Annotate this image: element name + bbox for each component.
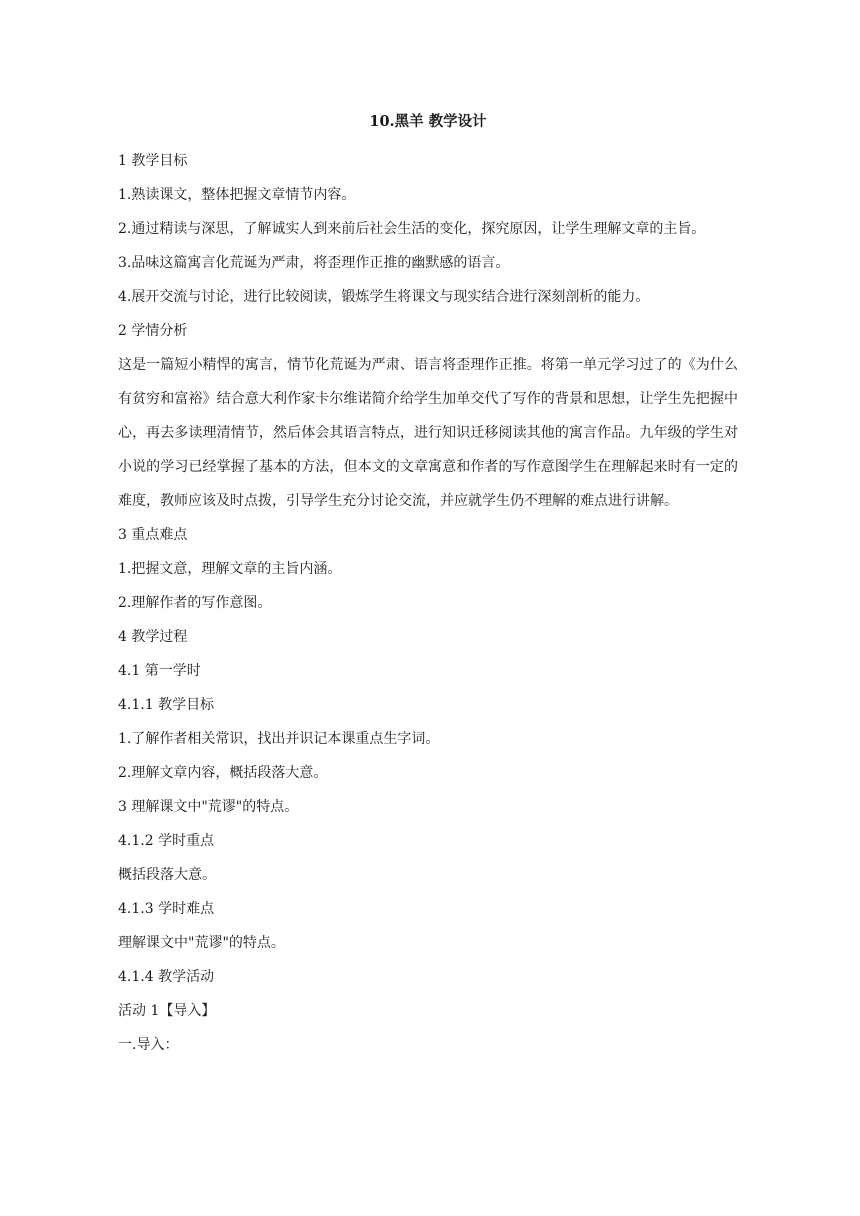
section-heading-teaching-process: 4 教学过程	[118, 629, 188, 645]
subsection-heading-teaching-activities: 4.1.4 教学活动	[118, 969, 215, 985]
goal-item-2: 2.通过精读与深思，了解诚实人到来前后社会生活的变化，探究原因，让学生理解文章的主旨。	[118, 221, 706, 237]
period-focus-text: 概括段落大意。	[118, 867, 216, 883]
period-goal-item-2: 2.理解文章内容，概括段落大意。	[118, 765, 328, 781]
activity-1-subheading: 一.导入：	[118, 1037, 179, 1053]
section-heading-student-analysis: 2 学情分析	[118, 323, 188, 339]
student-analysis-paragraph: 这是一篇短小精悍的寓言，情节化荒诞为严肃、语言将歪理作正推。将第一单元学习过了的《为什么有贫穷和富裕》结合意大利作家卡尔维诺简介给学生加单交代了写作的背景和思想，让学生先把握中心，再去多读理清情节，然后体会其语言特点，进行知识迁移阅读其他的寓言作品。九年级的学生对小说的学习已经掌握了基本的方法，但本文的文章寓意和作者的写作意图学生在理解起来时有一定的难度，教师应该及时点拨，引导学生充分讨论交流，并应就学生仍不理解的难点进行讲解。	[118, 357, 738, 509]
goal-item-3: 3.品味这篇寓言化荒诞为严肃，将歪理作正推的幽默感的语言。	[118, 255, 510, 271]
section-heading-key-points: 3 重点难点	[118, 527, 188, 543]
period-difficulty-text: 理解课文中"荒谬"的特点。	[118, 935, 285, 951]
subsection-heading-first-period: 4.1 第一学时	[118, 663, 201, 679]
key-point-item-1: 1.把握文意，理解文章的主旨内涵。	[118, 561, 342, 577]
period-goal-item-1: 1.了解作者相关常识，找出并识记本课重点生字词。	[118, 731, 440, 747]
document-title: 10.黑羊 教学设计	[369, 113, 487, 130]
goal-item-1: 1.熟读课文，整体把握文章情节内容。	[118, 187, 356, 203]
key-point-item-2: 2.理解作者的写作意图。	[118, 595, 272, 611]
activity-1-heading: 活动 1【导入】	[118, 1003, 216, 1019]
subsection-heading-period-difficulty: 4.1.3 学时难点	[118, 901, 215, 917]
subsection-heading-period-focus: 4.1.2 学时重点	[118, 833, 215, 849]
section-heading-teaching-goals: 1 教学目标	[118, 153, 188, 169]
period-goal-item-3: 3 理解课文中"荒谬"的特点。	[118, 799, 299, 815]
document-page	[118, 110, 738, 1062]
subsection-heading-period-goals: 4.1.1 教学目标	[118, 697, 215, 713]
goal-item-4: 4.展开交流与讨论，进行比较阅读，锻炼学生将课文与现实结合进行深刻剖析的能力。	[118, 289, 650, 305]
